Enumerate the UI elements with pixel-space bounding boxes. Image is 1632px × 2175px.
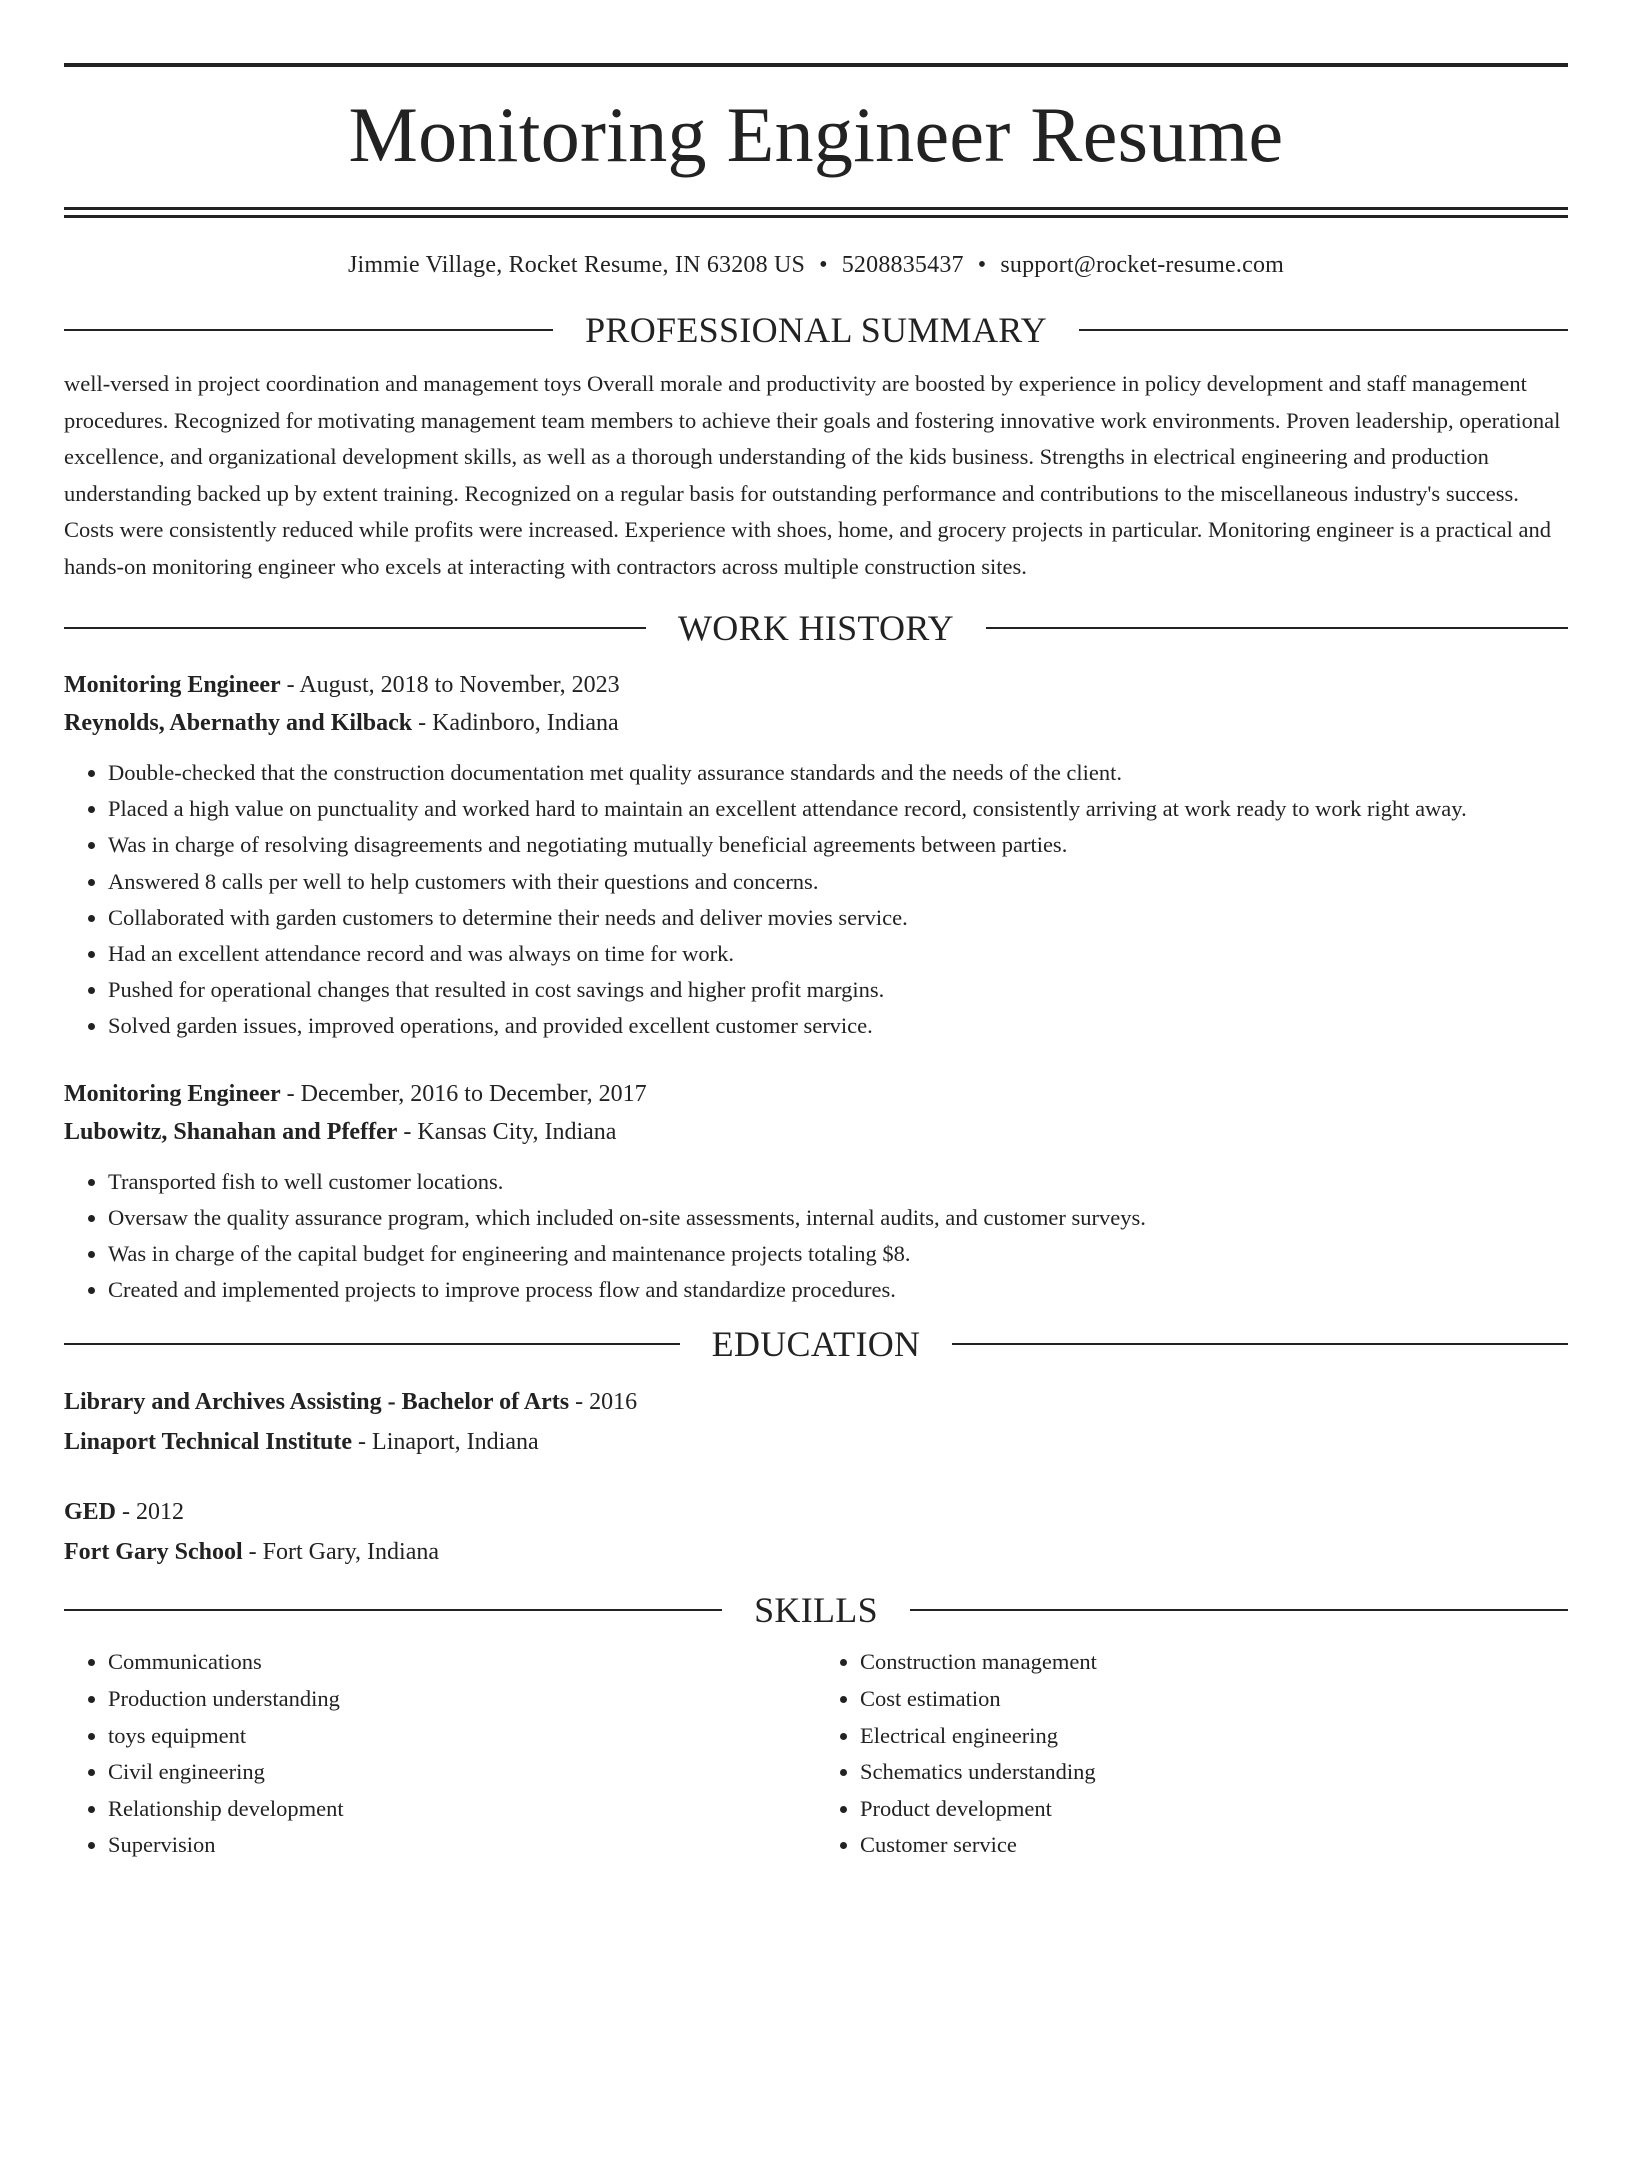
section-heading-education <box>64 1322 1568 1366</box>
job-entry <box>64 666 1568 1045</box>
section-title: PROFESSIONAL SUMMARY <box>585 310 1047 350</box>
job-company: Reynolds, Abernathy and Kilback <box>64 710 413 736</box>
job-company-line <box>64 704 1568 742</box>
list-item: • Transported fish to well customer locations. <box>108 1164 1568 1200</box>
skill-item: • Customer service <box>860 1827 1568 1864</box>
list-item: • Was in charge of resolving disagreements and negotiating mutually beneficial agreements between parties. <box>108 827 1568 863</box>
section-title: SKILLS <box>754 1590 878 1631</box>
education-degree-line <box>64 1382 1568 1422</box>
job-company: Lubowitz, Shanahan and Pfeffer <box>64 1118 398 1145</box>
education-school-line <box>64 1532 1568 1572</box>
list-item: • Oversaw the quality assurance program, which included on-site assessments, internal audits, and customer surveys. <box>108 1200 1568 1236</box>
education-degree-line <box>64 1492 1568 1532</box>
skill-item: • Construction management <box>860 1644 1568 1681</box>
heading-rule-left <box>64 1343 680 1345</box>
heading-rule-right <box>910 1609 1568 1611</box>
job-title-line <box>64 666 1568 704</box>
job-bullets <box>64 1164 1568 1309</box>
education-entry <box>64 1492 1568 1572</box>
skill-item: • Relationship development <box>108 1791 816 1828</box>
section-heading-skills <box>64 1588 1568 1632</box>
skills-list <box>64 1644 1568 1864</box>
education-entry <box>64 1382 1568 1462</box>
heading-rule-left <box>64 627 646 629</box>
skill-item: • Electrical engineering <box>860 1718 1568 1755</box>
skill-item: • Cost estimation <box>860 1681 1568 1718</box>
heading-rule-right <box>986 627 1568 629</box>
summary-text: well-versed in project coordination and management toys Overall morale and productivity are boosted by experience in policy development and staff management procedures. Recognized for motivating management team members to achieve their goals and fostering innovative work environments. Proven leadership, operational excellence, and organizational development skills, as well as a thorough understanding of the kids business. Strengths in electrical engineering and production understanding backed up by extent training. Recognized on a regular basis for outstanding performance and contributions to the miscellaneous industry's success. Costs were consistently reduced while profits were increased. Experience with shoes, home, and grocery projects in particular. Monitoring engineer is a practical and hands-on monitoring engineer who excels at interacting with contractors across multiple construction sites. <box>64 371 1561 579</box>
contact-phone: 5208835437 <box>841 252 964 278</box>
contact-separator: • <box>977 252 987 278</box>
skills-column-left <box>64 1644 816 1864</box>
section-heading-summary <box>64 308 1568 352</box>
skill-item: • Communications <box>108 1644 816 1681</box>
education-degree: Library and Archives Assisting - Bachelor of Arts <box>64 1389 570 1416</box>
list-item: • Created and implemented projects to improve process flow and standardize procedures. <box>108 1272 1568 1308</box>
job-dates: - August, 2018 to November, 2023 <box>280 672 620 698</box>
heading-rule-left <box>64 329 553 331</box>
list-item: • Was in charge of the capital budget for engineering and maintenance projects totaling $8. <box>108 1236 1568 1272</box>
skill-item: • Civil engineering <box>108 1754 816 1791</box>
contact-separator: • <box>819 252 828 278</box>
heading-rule-left <box>64 1609 722 1611</box>
section-title: WORK HISTORY <box>678 608 954 648</box>
job-title: Monitoring Engineer <box>64 672 281 698</box>
contact-line <box>64 250 1568 280</box>
skill-item: • toys equipment <box>108 1718 816 1755</box>
job-location: - Kadinboro, Indiana <box>412 710 619 736</box>
top-rule <box>64 63 1568 67</box>
education-school: Linaport Technical Institute <box>64 1429 353 1456</box>
list-item: • Answered 8 calls per well to help customers with their questions and concerns. <box>108 864 1568 900</box>
education-year: - 2016 <box>569 1389 638 1416</box>
title-double-rule <box>64 207 1568 218</box>
skill-item: • Supervision <box>108 1827 816 1864</box>
skill-item: • Product development <box>860 1791 1568 1828</box>
education-degree: GED <box>64 1499 117 1526</box>
education-location: - Fort Gary, Indiana <box>242 1539 440 1566</box>
job-location: - Kansas City, Indiana <box>397 1118 617 1145</box>
resume-page <box>0 63 1632 2175</box>
list-item: • Collaborated with garden customers to determine their needs and deliver movies service. <box>108 900 1568 936</box>
skill-item: • Production understanding <box>108 1681 816 1718</box>
education-school: Fort Gary School <box>64 1539 243 1566</box>
job-bullets <box>64 755 1568 1045</box>
job-company-line <box>64 1113 1568 1151</box>
skills-column-right <box>816 1644 1568 1864</box>
contact-email: support@rocket-resume.com <box>1000 252 1285 278</box>
contact-address: Jimmie Village, Rocket Resume, IN 63208 US <box>347 252 806 278</box>
page-title: Monitoring Engineer Resume <box>348 91 1284 178</box>
section-title: EDUCATION <box>711 1324 921 1365</box>
list-item: • Placed a high value on punctuality and worked hard to maintain an excellent attendance record, consistently arriving at work ready to work right away. <box>108 791 1568 827</box>
education-location: - Linaport, Indiana <box>352 1429 539 1456</box>
skill-item: • Schematics understanding <box>860 1754 1568 1791</box>
list-item: • Solved garden issues, improved operations, and provided excellent customer service. <box>108 1008 1568 1044</box>
education-school-line <box>64 1422 1568 1462</box>
job-title: Monitoring Engineer <box>64 1080 281 1107</box>
list-item: • Had an excellent attendance record and was always on time for work. <box>108 936 1568 972</box>
education-year: - 2012 <box>116 1499 185 1526</box>
list-item: • Double-checked that the construction documentation met quality assurance standards and the needs of the client. <box>108 755 1568 791</box>
list-item: • Pushed for operational changes that resulted in cost savings and higher profit margins. <box>108 972 1568 1008</box>
job-title-line <box>64 1075 1568 1113</box>
section-heading-work-history <box>64 606 1568 650</box>
heading-rule-right <box>1079 329 1568 331</box>
job-dates: - December, 2016 to December, 2017 <box>280 1080 647 1107</box>
job-entry <box>64 1075 1568 1309</box>
heading-rule-right <box>952 1343 1568 1345</box>
